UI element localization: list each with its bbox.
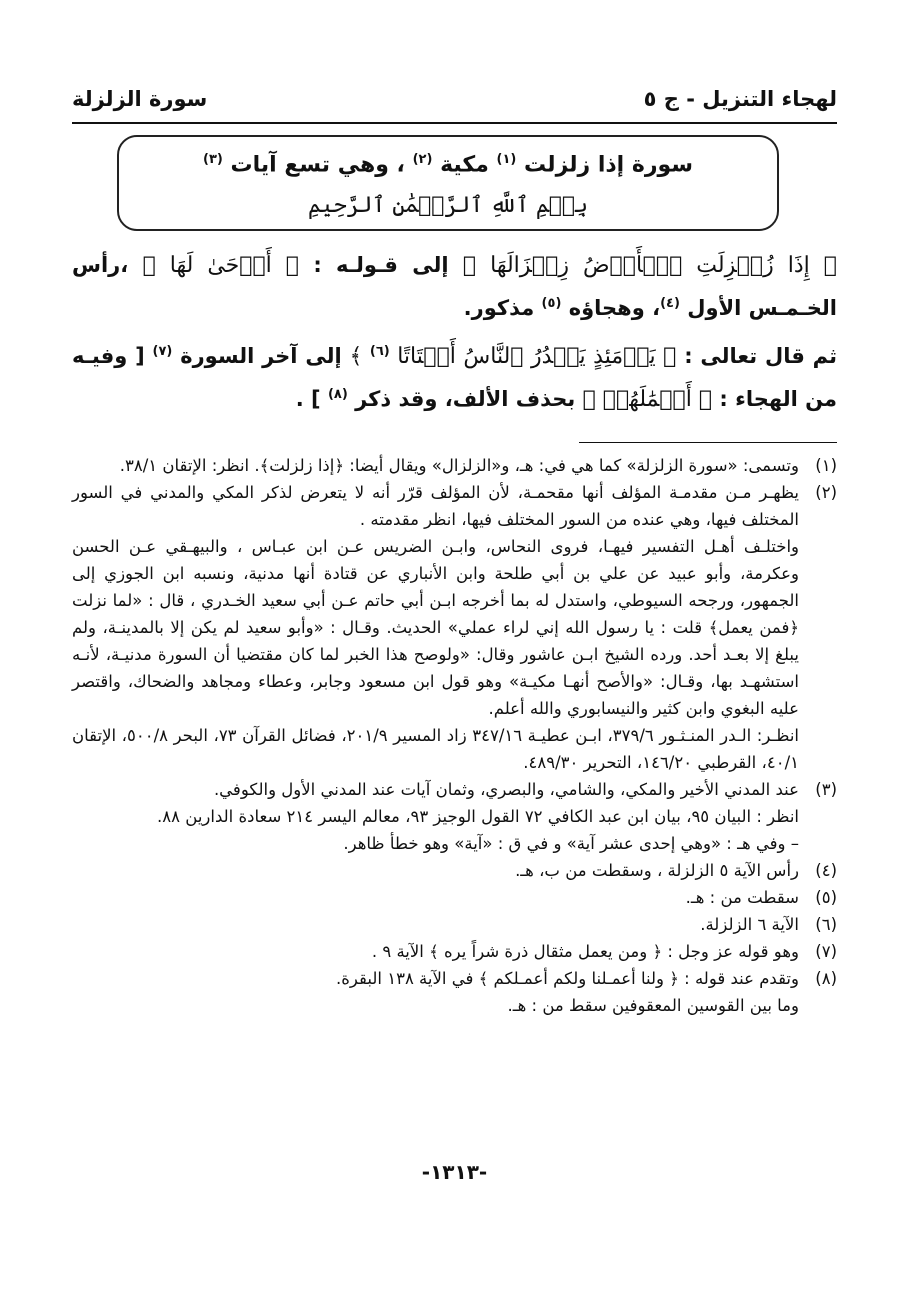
text: ] .	[295, 387, 328, 411]
footnote-number: (٢)	[815, 483, 837, 502]
footnote-ref-5: (٥)	[541, 296, 562, 311]
quran-verse: ﴿ أَوۡحَىٰ لَهَا ﴾	[142, 253, 299, 278]
title-part-a: سورة إذا زلزلت	[524, 152, 693, 178]
footnote-body	[72, 938, 799, 965]
footnote-body	[72, 479, 799, 776]
footnote	[72, 911, 837, 938]
footnote	[72, 452, 837, 479]
quran-verse: ﴿ يَوۡمَئِذٍ يَصۡدُرُ ٱلنَّاسُ أَشۡتَاتًا	[389, 344, 677, 369]
title-part-b: مكية	[432, 152, 489, 178]
text: ،رأس الخـمـس الأول	[72, 253, 837, 320]
footnote-line: انظر : البيان ٩٥، بيان ابن عبد الكافي ٧٢ القول الوجيز ٩٣، معالم اليسر ٢١٤ سعادة الدارين ٨٨.	[157, 807, 799, 826]
footnote-ref-8: (٨)	[327, 387, 348, 402]
header-rule	[72, 122, 837, 124]
surah-title-box	[117, 135, 779, 231]
footnote-line: رأس الآية ٥ الزلزلة ، وسقطت من ب، هـ.	[515, 861, 799, 880]
book-title: لهجاء التنزيل - ج ٥	[643, 87, 837, 111]
footnotes	[72, 452, 837, 1019]
quran-verse: ﴿ إِذَا زُلۡزِلَتِ ٱلۡأَرۡضُ زِلۡزَالَهَا ﴾	[462, 253, 837, 278]
footnote-ref-3: (٣)	[203, 152, 223, 167]
footnote-body	[72, 965, 799, 1019]
text: إلى آخر السورة	[172, 344, 350, 368]
footnote-number: (٥)	[815, 888, 837, 907]
quran-verse: ﴿ أَعۡمَٰلَهُمۡ ﴾	[582, 387, 713, 412]
footnote-line: وتسمى: «سورة الزلزلة» كما هي في: هـ، و«الزلزال» ويقال أيضا: ﴿إذا زلزلت﴾. انظر: الإتقان ٣٨/١.	[119, 456, 799, 475]
surah-name: سورة الزلزلة	[72, 87, 208, 111]
footnote-line: الآية ٦ الزلزلة.	[700, 915, 799, 934]
footnote-ref-6: (٦)	[369, 344, 390, 359]
footnote-line: وهو قوله عز وجل : ﴿ ومن يعمل مثقال ذرة شراً يره ﴾ الآية ٩ .	[371, 942, 799, 961]
footnote-ref-1: (١)	[496, 152, 517, 167]
footnote-line: انظـر: الـدر المنـثـور ٣٧٩/٦، ابـن عطيـة ٣٤٧/١٦ زاد المسير ٢٠١/٩، فضائل القرآن ٧٣، البحر ٥٠٠/٨، الإتقان ٤٠/١، القرطبي ١٤٦/٢٠، التحرير ٤٨٩/٣٠.	[72, 726, 800, 772]
footnote	[72, 776, 837, 830]
footnote-body	[72, 857, 799, 884]
footnote-body	[72, 776, 799, 830]
footnote-number: (٤)	[815, 861, 837, 880]
footnote	[72, 965, 837, 1019]
footnote-separator	[579, 442, 837, 443]
footnote-line: يظهـر مـن مقدمـة المؤلف أنها مقحمـة، لأن المؤلف قرّر أنه لا يتعرض لذكر المكي والمدني في السور المختلف فيها، وهي عنده من السور المختلف فيها، انظر مقدمته .	[72, 483, 799, 529]
footnote	[72, 857, 837, 884]
footnote-ref-7: (٧)	[152, 344, 173, 359]
footnote-line: وتقدم عند قوله : ﴿ ولنا أعمـلنا ولكم أعمـلكم ﴾ في الآية ١٣٨ البقرة.	[336, 969, 799, 988]
footnote-body	[72, 452, 799, 479]
text: مذكور.	[463, 296, 542, 320]
quran-bracket: ﴾	[349, 344, 370, 369]
text: [ وفيـه من الهجاء :	[72, 344, 837, 411]
footnote-line: واختلـف أهـل التفسير فيهـا، فروى النحاس، وابـن الضريس عـن ابن عبـاس ، والبيهـقي عـن الحسن وعكرمة، وأبو عبيد عن علي بن أبي طلحة وابن الأنباري عن قتادة أنها مدنية، ونسبه ابن الجوزي إلى الجمهور، ورجحه السيوطي، واستدل له بما أخرجه ابـن أبي حاتم عـن أبي سعيد الخـدري ، قال : «لما نزلت ﴿فمن يعمل﴾ قلت : يا رسول الله إني لراء عملي» الحديث. وقـال : «وأبو سعيد لم يكن إلا بالمدينـة، ولم يبلغ إلا بعـد أحد. ورده الشيخ ابـن عاشور وقال: «ولوصح هذا الخبر لما كان مقتضيا أن السورة مدنيـة، لأنـه استشهـد بها، وقـال: «والأصح أنهـا مكيـة» وهو قول ابن مسعود وجابر، وعطاء ومجاهد والضحاك، واقتصر عليه البغوي وابن كثير والنيسابوري والله أعلم.	[72, 537, 799, 718]
footnote-number: (٨)	[815, 969, 837, 988]
footnote	[72, 938, 837, 965]
text: بحذف الألف، وقد ذكر	[347, 387, 583, 411]
bismillah: بِسۡمِ ٱللَّهِ ٱلرَّحۡمَٰنِ ٱلرَّحِيمِ	[307, 193, 589, 219]
footnote-body	[72, 884, 799, 911]
main-text	[72, 246, 837, 425]
footnote-subnote: – وفي هـ : «وهي إحدى عشر آية» و في ق : «آية» وهو خطأ ظاهر.	[343, 834, 799, 853]
surah-title	[119, 143, 777, 182]
title-part-c: ، وهي تسع آيات	[222, 152, 405, 178]
footnote-number: (٧)	[815, 942, 837, 961]
footnote-number: (١)	[815, 456, 837, 475]
footnote-body	[72, 911, 799, 938]
footnote-ref-4: (٤)	[660, 296, 680, 311]
footnote-number: (٣)	[815, 780, 837, 799]
text: ثم قال تعالى :	[676, 344, 837, 368]
page-number: -١٣١٣-	[421, 1160, 488, 1184]
footnote-line: وما بين القوسين المعقوفين سقط من : هـ.	[507, 996, 799, 1015]
footnote	[72, 884, 837, 911]
footnote-line: سقطت من : هـ.	[685, 888, 799, 907]
text: إلى قـولـه :	[299, 253, 463, 277]
footnote-line: عند المدني الأخير والمكي، والشامي، والبصري، وثمان آيات عند المدني الأول والكوفي.	[213, 780, 799, 799]
running-head	[72, 82, 837, 116]
footnote	[72, 479, 837, 776]
paragraph-2	[72, 333, 837, 419]
footnote-ref-2: (٢)	[412, 152, 433, 167]
footnote-number: (٦)	[815, 915, 837, 934]
text: ، وهجاؤه	[561, 296, 661, 320]
paragraph-1	[72, 246, 837, 327]
